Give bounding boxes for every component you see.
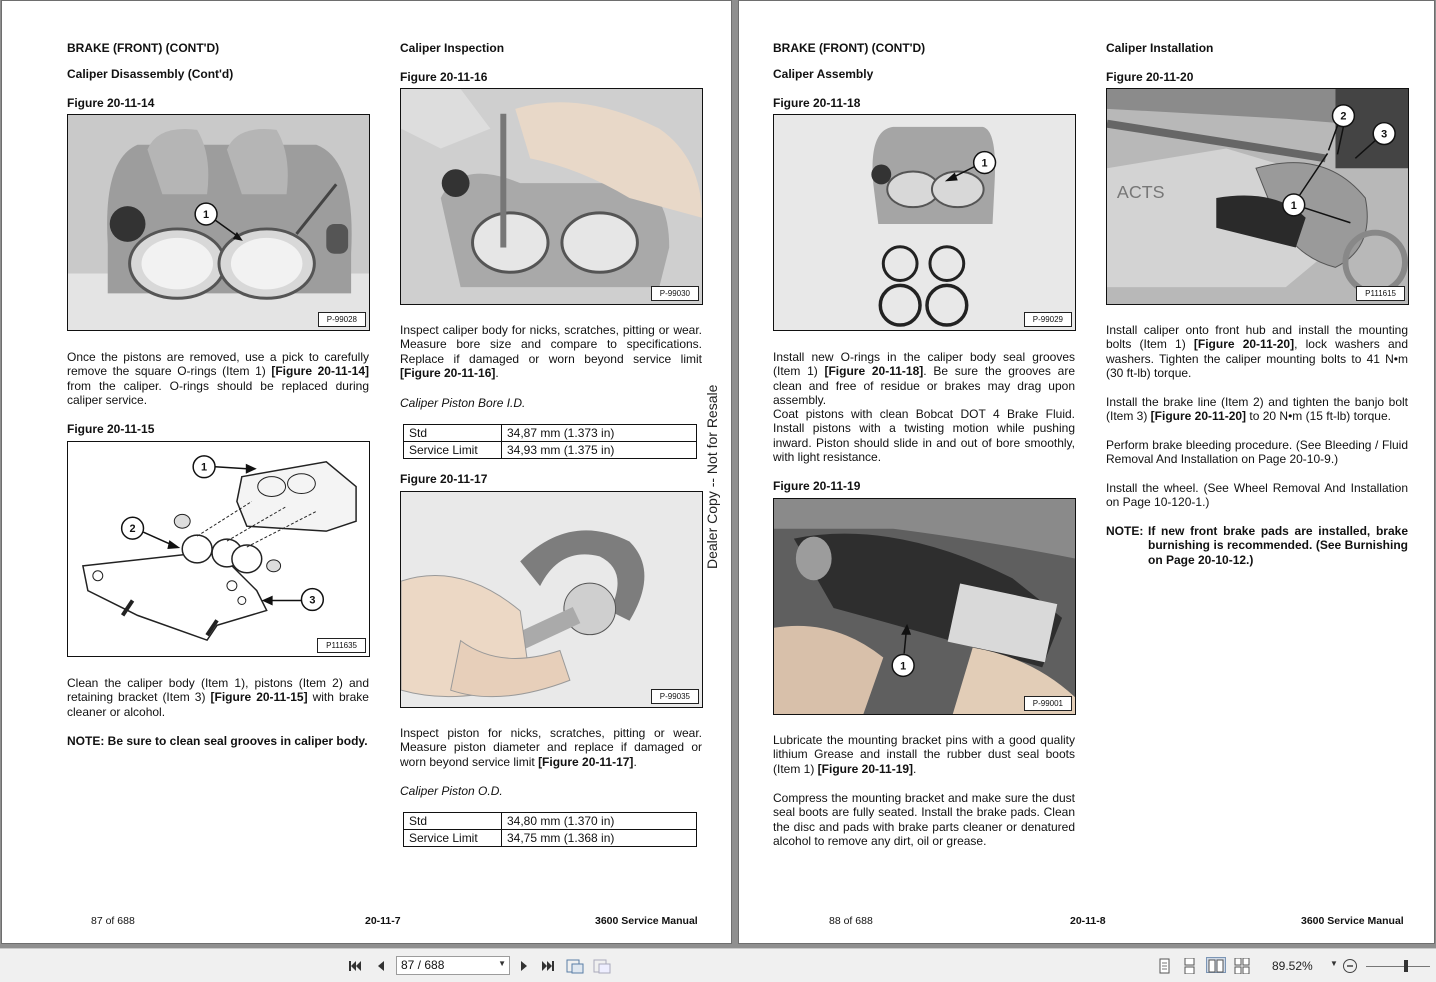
svg-text:1: 1 [981, 157, 988, 170]
subsection-header: Caliper Assembly [773, 67, 874, 81]
page-number: 20-11-8 [1070, 915, 1106, 927]
section-header: BRAKE (FRONT) (CONT'D) [67, 41, 220, 55]
next-view-icon[interactable] [593, 958, 609, 974]
single-page-icon[interactable] [1156, 958, 1172, 974]
chevron-down-icon[interactable]: ▼ [498, 959, 506, 968]
spec-table [403, 812, 697, 847]
first-page-icon[interactable] [347, 958, 363, 974]
bottom-toolbar [0, 948, 1436, 982]
figure-caption: Figure 20-11-18 [773, 96, 861, 110]
exploded-diagram [67, 441, 370, 657]
svg-text:2: 2 [129, 523, 136, 536]
section-header: Caliper Installation [1106, 41, 1214, 55]
continuous-facing-icon[interactable] [1234, 958, 1250, 974]
page-right [738, 0, 1435, 944]
figure-caption: Figure 20-11-17 [400, 472, 488, 486]
prev-view-icon[interactable] [566, 958, 582, 974]
paragraph: Once the pistons are removed, use a pick to carefully remove the square O-rings (Item 1) [Figure 20-11-14] from the caliper. O-rings should be replaced during caliper service. [67, 350, 369, 407]
paragraph: Compress the mounting bracket and make sure the dust seal boots are fully seated. Install the brake pads. Clean the disc and pads with brake parts cleaner or denatured alcohol to remove any dirt, oil or grease. [773, 791, 1075, 848]
zoom-dropdown-icon[interactable]: ▼ [1330, 959, 1338, 968]
note: NOTE: If new front brake pads are installed, brake burnishing is recommended. (See Burnishing on Page 20-10-12.) [1106, 524, 1408, 567]
bore-measurement-photo [400, 88, 703, 305]
paragraph: Inspect caliper body for nicks, scratches, pitting or wear. Measure bore size and compare to specifications. Replace if damaged or worn beyond service limit [Figure 20-11-16]. [400, 323, 702, 380]
page-count: 87 of 688 [91, 915, 135, 927]
micrometer-photo [400, 491, 703, 708]
photo-code: P111635 [317, 638, 366, 653]
page-number-input[interactable]: 87 / 688 ▼ [396, 956, 510, 975]
photo-code: P-99030 [651, 286, 699, 301]
manual-title: 3600 Service Manual [595, 915, 698, 927]
zoom-slider[interactable] [1366, 966, 1430, 967]
paragraph: Perform brake bleeding procedure. (See Bleeding / Fluid Removal And Installation on Page 20-10-9.) [1106, 438, 1408, 467]
figure-caption: Figure 20-11-19 [773, 479, 861, 493]
caliper-install-photo [1106, 88, 1409, 305]
svg-text:1: 1 [1290, 199, 1297, 212]
svg-text:1: 1 [201, 461, 208, 474]
paragraph: Coat pistons with clean Bobcat DOT 4 Brake Fluid. Install pistons with a twisting motion while pushing inward. Piston should slide in and out of bore smoothly, with light resistance. [773, 407, 1075, 464]
page-left [1, 0, 732, 944]
section-header: Caliper Inspection [400, 41, 505, 55]
spec-table [403, 424, 697, 459]
paragraph: Inspect piston for nicks, scratches, pitting or wear. Measure piston diameter and replace if damaged or worn beyond service limit [Figure 20-11-17]. [400, 726, 702, 769]
page-number: 20-11-7 [365, 915, 401, 927]
figure-caption: Figure 20-11-14 [67, 96, 155, 110]
table-row: Service Limit 34,75 mm (1.368 in) [404, 830, 697, 847]
paragraph: Install new O-rings in the caliper body seal grooves (Item 1) [Figure 20-11-18]. Be sure the grooves are clean and free of residue or brakes may drag upon assembly. [773, 350, 1076, 407]
photo-code: P-99028 [318, 312, 366, 327]
caliper-oring-photo [773, 114, 1076, 331]
paragraph: Lubricate the mounting bracket pins with a good quality lithium Grease and install the rubber dust seal boots (Item 1) [Figure 20-11-19]. [773, 733, 1075, 776]
table-row: Service Limit 34,93 mm (1.375 in) [404, 442, 697, 459]
figure-caption: Figure 20-11-15 [67, 422, 155, 436]
continuous-icon[interactable] [1181, 958, 1197, 974]
photo-code: P111615 [1356, 286, 1405, 301]
note: NOTE: Be sure to clean seal grooves in caliper body. [67, 734, 368, 748]
svg-text:1: 1 [900, 660, 907, 673]
prev-page-icon[interactable] [373, 958, 389, 974]
photo-code: P-99029 [1024, 312, 1072, 327]
subsection-header: Caliper Disassembly (Cont'd) [67, 67, 234, 81]
photo-code: P-99035 [651, 689, 699, 704]
dust-boot-photo [773, 498, 1076, 715]
page-count: 88 of 688 [829, 915, 873, 927]
svg-text:2: 2 [1340, 110, 1347, 123]
paragraph: Install caliper onto front hub and install the mounting bolts (Item 1) [Figure 20-11-20], lock washers and washers. Tighten the caliper mounting bolts to 41 N•m (30 ft-lb) torque. [1106, 323, 1408, 380]
last-page-icon[interactable] [540, 958, 556, 974]
zoom-out-icon[interactable] [1342, 958, 1358, 974]
zoom-level[interactable]: 89.52% [1272, 959, 1313, 973]
spec-title: Caliper Piston Bore I.D. [400, 396, 526, 410]
watermark: Dealer Copy -- Not for Resale [704, 384, 720, 569]
zoom-slider-thumb[interactable] [1404, 960, 1408, 972]
section-header: BRAKE (FRONT) (CONT'D) [773, 41, 926, 55]
next-page-icon[interactable] [516, 958, 532, 974]
paragraph: Clean the caliper body (Item 1), pistons (Item 2) and retaining bracket (Item 3) [Figure 20-11-15] with brake cleaner or alcohol. [67, 676, 369, 719]
figure-caption: Figure 20-11-16 [400, 70, 488, 84]
paragraph: Install the wheel. (See Wheel Removal And Installation on Page 10-120-1.) [1106, 481, 1408, 510]
facing-icon[interactable] [1206, 957, 1226, 973]
svg-text:3: 3 [1381, 128, 1388, 141]
figure-caption: Figure 20-11-20 [1106, 70, 1194, 84]
callout-1: 1 [203, 209, 210, 222]
table-row: Std 34,80 mm (1.370 in) [404, 813, 697, 830]
spec-title: Caliper Piston O.D. [400, 784, 503, 798]
svg-text:ACTS: ACTS [1116, 182, 1165, 202]
paragraph: Install the brake line (Item 2) and tighten the banjo bolt (Item 3) [Figure 20-11-20] to 20 N•m (15 ft-lb) torque. [1106, 395, 1408, 424]
svg-text:3: 3 [309, 594, 316, 607]
manual-title: 3600 Service Manual [1301, 915, 1404, 927]
table-row: Std 34,87 mm (1.373 in) [404, 425, 697, 442]
photo-code: P-99001 [1024, 696, 1072, 711]
caliper-photo [67, 114, 370, 331]
